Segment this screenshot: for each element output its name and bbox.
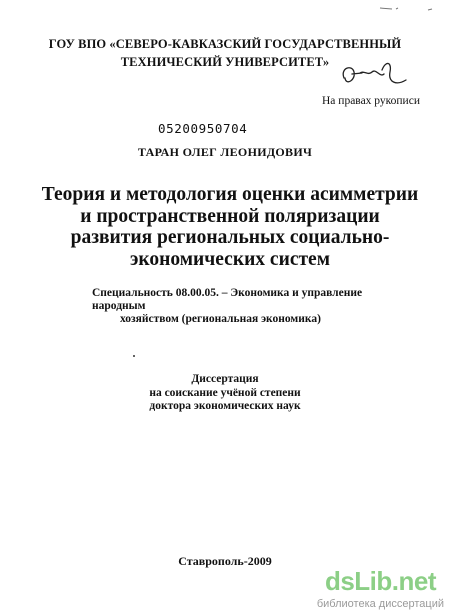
scan-marks-graphic (378, 6, 438, 16)
dissertation-line: доктора экономических наук (149, 400, 301, 412)
institution-line-1: ГОУ ВПО «СЕВЕРО-КАВКАЗСКИЙ ГОСУДАРСТВЕННЫЙ (48, 37, 402, 51)
watermark-logo: dsLib.net (324, 566, 436, 596)
dissertation-block (0, 373, 450, 414)
handwritten-signature-graphic (338, 58, 413, 93)
thesis-title-line: развития региональных социально- (70, 227, 390, 248)
scan-dot (133, 355, 135, 357)
dslib-watermark (306, 566, 448, 612)
institution-line-2: ТЕХНИЧЕСКИЙ УНИВЕРСИТЕТ» (120, 55, 330, 69)
specialty (92, 287, 412, 326)
thesis-title-line: и пространственной поляризации (80, 205, 380, 227)
registration-number: 05200950704 (158, 121, 248, 136)
specialty-line-1: Специальность 08.00.05. – Экономика и управление народным (92, 287, 363, 312)
dissertation-line: Диссертация (191, 373, 259, 385)
city-year: Ставрополь-2009 (178, 554, 272, 568)
watermark-subtitle: библиотека диссертаций (316, 598, 444, 610)
dissertation-line: на соискание учёной степени (149, 386, 301, 399)
rights-note: На правах рукописи (322, 95, 420, 107)
thesis-title-line: Теория и методология оценки асимметрии (41, 184, 419, 205)
thesis-title-line: экономических систем (130, 248, 330, 270)
specialty-line-2: хозяйством (региональная экономика) (120, 313, 321, 325)
thesis-title (40, 184, 420, 270)
author-name: ТАРАН ОЛЕГ ЛЕОНИДОВИЧ (137, 145, 313, 159)
